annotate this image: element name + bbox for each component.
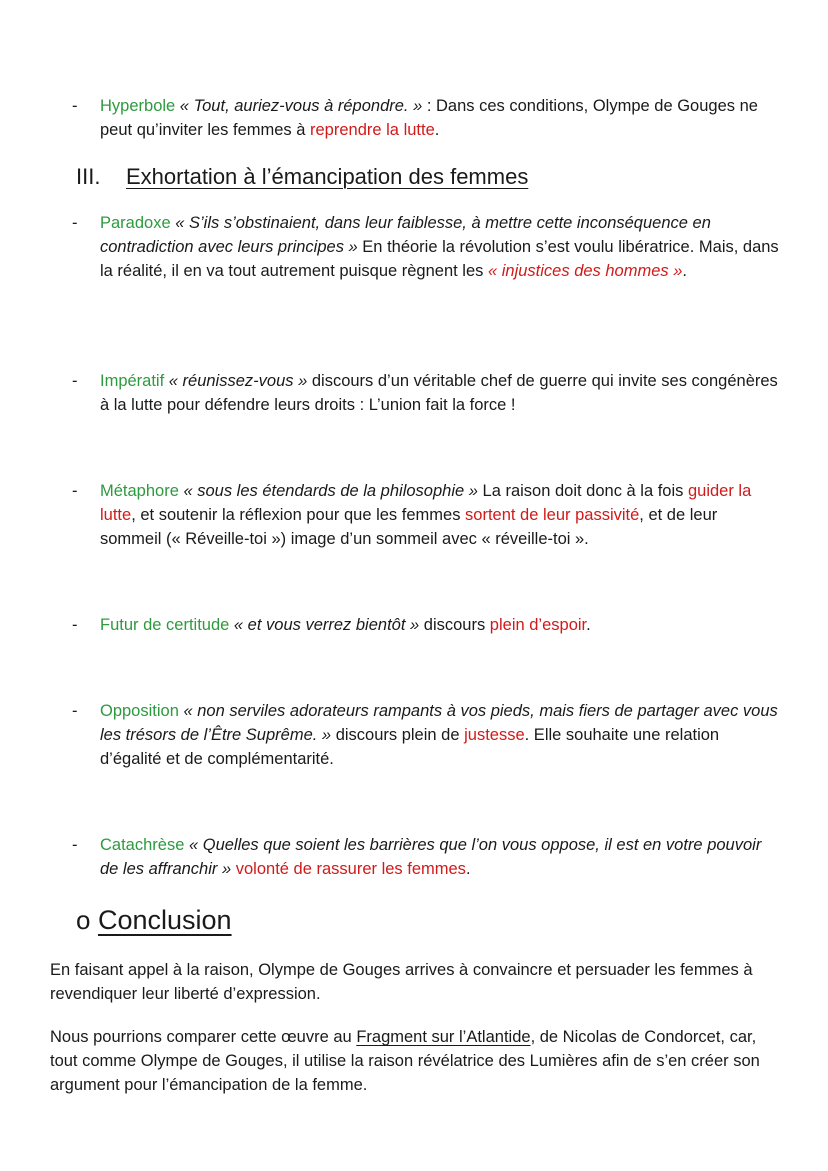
paragraph-text: En faisant appel à la raison, Olympe de Gouges arrives à convaincre et persuader les femmes à revendiquer leur liberté d’expression. — [50, 961, 753, 1003]
bullet-futur — [52, 613, 782, 637]
quote: « Quelles que soient les barrières que l’on vous oppose, il est en votre pouvoir de les affranchir » — [100, 836, 762, 878]
quote: « S’ils s’obstinaient, dans leur faiblesse, à mettre cette inconséquence en contradiction avec leurs principes » — [100, 214, 711, 256]
bullet-dash: - — [72, 616, 78, 634]
bullet-dash: - — [72, 482, 78, 500]
analysis-text: . Elle souhaite une relation d’égalité et de complémentarité. — [100, 726, 720, 768]
figure-label: Hyperbole — [100, 97, 176, 115]
highlight-text: reprendre la lutte — [310, 121, 435, 139]
paragraph-text: , de Nicolas de Condorcet, car, tout comme Olympe de Gouges, il utilise la raison révélatrice des Lumières afin de s’en créer son argument pour l’émancipation de la femme. — [50, 1028, 760, 1094]
figure-label: Métaphore — [100, 482, 179, 500]
conclusion-heading — [76, 902, 232, 938]
bullet-catachrese — [52, 833, 782, 881]
highlight-text: guider la lutte — [100, 482, 752, 524]
quote: « sous les étendards de la philosophie » — [178, 482, 478, 500]
quote: « et vous verrez bientôt » — [229, 616, 420, 634]
circle-bullet-icon: o — [76, 905, 91, 935]
analysis-text: , et de leur sommeil (« Réveille-toi ») image d’un sommeil avec « réveille-toi ». — [100, 506, 718, 548]
punctuation: . — [586, 616, 591, 634]
bullet-hyperbole — [52, 94, 782, 142]
analysis-text: , et soutenir la réflexion pour que les femmes — [131, 506, 466, 524]
analysis-text: discours d’un véritable chef de guerre qui invite ses congénères à la lutte pour défendre leurs droits : L’union fait la force ! — [100, 372, 778, 414]
analysis-text: En théorie la révolution s’est voulu libératrice. Mais, dans la réalité, il en va tout autrement puisque règnent les — [100, 238, 779, 280]
analysis-text: discours — [419, 616, 490, 634]
section-number: III. — [76, 164, 101, 189]
bullet-dash: - — [72, 372, 78, 390]
section-heading — [76, 162, 528, 192]
bullet-opposition — [52, 699, 782, 771]
bullet-paradoxe — [52, 211, 782, 283]
highlight-text: volonté de rassurer les femmes — [235, 860, 466, 878]
quote: « non serviles adorateurs rampants à vos pieds, mais fiers de partager avec vous les trésors de l’Être Suprême. » — [100, 702, 778, 744]
bullet-dash: - — [72, 836, 78, 854]
conclusion-title: Conclusion — [98, 905, 232, 935]
quote: « réunissez-vous » — [164, 372, 308, 390]
figure-label: Futur de certitude — [100, 616, 230, 634]
bullet-dash: - — [72, 214, 78, 232]
highlight-text: « injustices des hommes » — [487, 262, 683, 280]
analysis-text: discours plein de — [331, 726, 465, 744]
punctuation: . — [465, 860, 471, 878]
bullet-dash: - — [72, 702, 78, 720]
figure-label: Paradoxe — [100, 214, 171, 232]
punctuation: . — [682, 262, 688, 280]
highlight-text: sortent de leur passivité — [465, 506, 640, 524]
analysis-text: La raison doit donc à la fois — [477, 482, 688, 500]
figure-label: Opposition — [100, 702, 179, 720]
bullet-dash: - — [72, 97, 78, 115]
analysis-text: : Dans ces conditions, Olympe de Gouges ne peut qu’inviter les femmes à — [100, 97, 758, 139]
punctuation: . — [434, 121, 440, 139]
figure-label: Impératif — [100, 372, 165, 390]
book-title: Fragment sur l’Atlantide — [356, 1028, 531, 1046]
highlight-text: plein d’espoir — [489, 616, 587, 634]
quote: « Tout, auriez-vous à répondre. » — [175, 97, 423, 115]
paragraph-text: Nous pourrions comparer cette œuvre au — [50, 1028, 357, 1046]
highlight-text: justesse — [464, 726, 525, 744]
bullet-metaphore — [52, 479, 782, 551]
section-title: Exhortation à l’émancipation des femmes — [126, 164, 529, 189]
figure-label: Catachrèse — [100, 836, 185, 854]
conclusion-paragraph-1 — [50, 958, 780, 1006]
bullet-imperatif — [52, 369, 782, 417]
conclusion-paragraph-2 — [50, 1025, 780, 1097]
